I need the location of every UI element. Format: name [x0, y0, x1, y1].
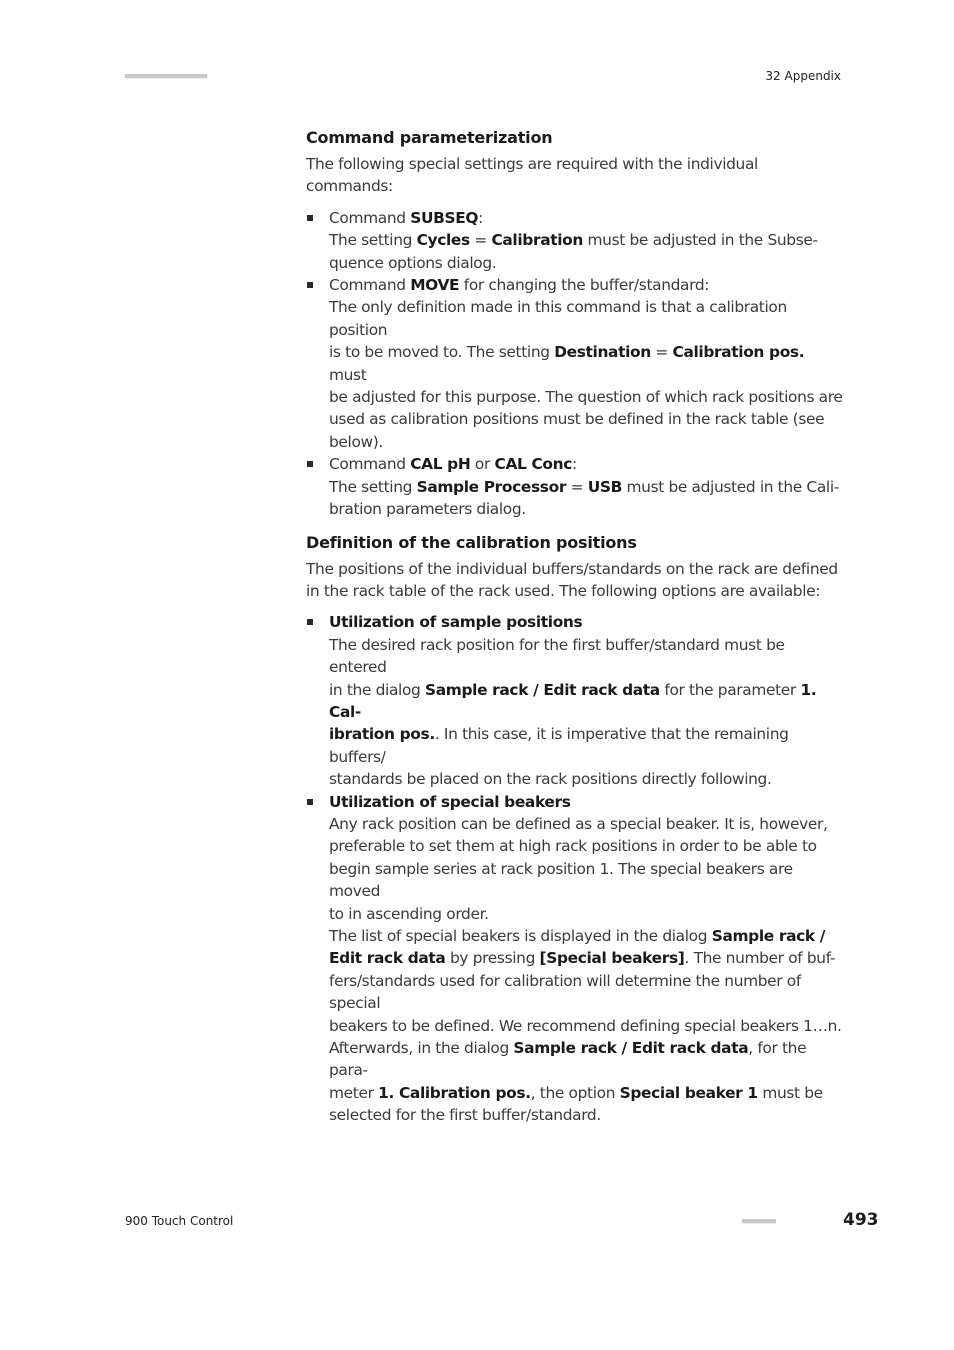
text-run: Command — [329, 276, 411, 295]
text-run: to in ascending order. — [329, 904, 489, 923]
text-line — [329, 858, 844, 903]
bold-term: Sample rack / — [711, 927, 826, 945]
text-line — [329, 903, 844, 925]
bullet-icon — [307, 461, 313, 467]
text-run: selected for the first buffer/standard. — [329, 1106, 601, 1125]
text-line — [329, 274, 844, 296]
text-line — [329, 1082, 844, 1104]
text-line — [329, 1104, 844, 1126]
text-run: quence options dialog. — [329, 253, 497, 272]
text-line — [329, 835, 844, 857]
text-line — [329, 970, 844, 1015]
text-run: Command — [329, 455, 411, 474]
text-line — [329, 476, 844, 498]
text-run: = — [566, 477, 588, 496]
section-intro-calibration-positions: The positions of the individual buffers/standards on the rack are defined in the rack table of the rack used. The following options are available: — [306, 559, 838, 600]
text-run: : — [478, 208, 483, 227]
bold-term: 1. Calibration pos. — [378, 1083, 531, 1102]
text-line — [329, 341, 844, 386]
text-run: or — [470, 455, 495, 474]
bold-term: Calibration — [491, 231, 583, 250]
text-run: , the option — [530, 1083, 620, 1102]
bold-term: CAL pH — [410, 455, 471, 474]
header-decoration: ■■■■■■■■■■■■■■■■■■■■■■ — [125, 72, 207, 80]
text-line — [329, 252, 844, 274]
list-item — [306, 453, 844, 520]
text-run: Any rack position can be defined as a special beaker. It is, however, — [329, 814, 828, 833]
text-line — [329, 296, 844, 341]
text-line — [329, 768, 844, 790]
text-line — [329, 791, 844, 813]
text-line — [329, 611, 844, 633]
text-run: in the dialog — [329, 680, 426, 699]
list-item — [306, 274, 844, 453]
text-line — [329, 813, 844, 835]
list-item — [306, 207, 844, 274]
bold-term: USB — [587, 477, 622, 496]
text-run: . The number of buf- — [684, 949, 836, 968]
command-settings-list — [306, 207, 844, 521]
page-number: 493 — [843, 1210, 879, 1230]
text-run: must be adjusted in the Subse- — [583, 231, 818, 250]
bold-term: Cycles — [416, 231, 470, 250]
list-item-text — [329, 611, 844, 790]
text-line — [329, 386, 844, 408]
list-item-text — [329, 207, 844, 274]
text-run: by pressing — [445, 949, 540, 968]
text-run: bration parameters dialog. — [329, 500, 526, 519]
section-title-calibration-positions: Definition of the calibration positions — [306, 532, 637, 552]
bold-term: Utilization of sample positions — [329, 613, 583, 632]
footer-decoration: ■■■■■■■■■ — [742, 1217, 776, 1225]
text-run: The desired rack position for the first buffer/standard must be entered — [329, 635, 785, 677]
text-run: beakers to be defined. We recommend defining special beakers 1…n. — [329, 1016, 842, 1035]
text-line — [329, 431, 844, 453]
text-run: is to be moved to. The setting — [329, 343, 555, 362]
text-line — [329, 229, 844, 251]
footer-product-name: 900 Touch Control — [125, 1214, 234, 1228]
text-run: The setting — [329, 231, 417, 250]
text-run: for the parameter — [659, 680, 801, 699]
text-line — [329, 207, 844, 229]
bold-term: MOVE — [410, 276, 460, 295]
text-run: Command — [329, 208, 411, 227]
section-title-command-parameterization: Command parameterization — [306, 128, 553, 147]
text-run: must be adjusted in the Cali- — [621, 477, 839, 496]
text-line — [329, 679, 844, 724]
text-run: standards be placed on the rack positions directly following. — [329, 770, 772, 789]
text-run: used as calibration positions must be defined in the rack table (see — [329, 410, 825, 429]
bold-term: CAL Conc — [494, 455, 573, 474]
list-item-text — [329, 791, 844, 1127]
list-item-text — [329, 453, 844, 520]
text-run: begin sample series at rack position 1. The special beakers are moved — [329, 859, 793, 901]
bold-term: Destination — [554, 343, 651, 362]
text-line — [329, 498, 844, 520]
text-run: . In this case, it is imperative that the remaining buffers/ — [329, 725, 789, 766]
list-item — [306, 611, 844, 790]
text-run: be adjusted for this purpose. The question of which rack positions are — [329, 388, 843, 407]
header-section-title: 32 Appendix — [765, 69, 841, 83]
calibration-options-list — [306, 611, 844, 1126]
text-run: The setting — [329, 477, 417, 496]
bold-term: ibration pos. — [329, 725, 435, 744]
text-run: must — [329, 365, 367, 384]
text-run: preferable to set them at high rack positions in order to be able to — [329, 837, 817, 856]
bold-term: Edit rack data — [329, 949, 446, 968]
text-line — [329, 947, 844, 969]
text-run: must be — [757, 1083, 823, 1102]
text-run: below). — [329, 432, 383, 451]
list-item — [306, 791, 844, 1127]
bold-term: Utilization of special beakers — [329, 792, 571, 811]
bullet-icon — [307, 282, 313, 288]
bullet-icon — [307, 619, 313, 625]
text-run: fers/standards used for calibration will determine the number of special — [329, 971, 801, 1013]
text-line — [329, 634, 844, 679]
bold-term: Special beaker 1 — [619, 1083, 758, 1102]
bold-term: Sample rack / Edit rack data — [425, 680, 660, 699]
bold-term: 1. Cal- — [329, 680, 817, 721]
text-run: The list of special beakers is displayed in the dialog — [329, 927, 712, 945]
bold-term: SUBSEQ — [410, 208, 479, 227]
text-run: , for the para- — [329, 1039, 807, 1080]
bold-term: Sample Processor — [416, 477, 567, 496]
text-run: = — [469, 231, 492, 250]
text-line — [329, 1037, 844, 1082]
text-run: The only definition made in this command is that a calibration position — [329, 298, 787, 339]
bold-term: Calibration pos. — [672, 343, 805, 362]
text-line — [329, 408, 844, 430]
bullet-icon — [307, 215, 313, 221]
text-line — [329, 925, 844, 947]
bold-term: [Special beakers] — [539, 949, 685, 968]
text-run: : — [572, 455, 577, 474]
page-content — [306, 126, 844, 1137]
section-intro-command-parameterization: The following special settings are required with the individual commands: — [306, 155, 758, 196]
text-run: Afterwards, in the dialog — [329, 1039, 514, 1058]
text-run: meter — [329, 1083, 379, 1102]
text-run: = — [650, 343, 673, 362]
text-run: for changing the buffer/standard: — [459, 276, 710, 295]
text-line — [329, 723, 844, 768]
bullet-icon — [307, 799, 313, 805]
list-item-text — [329, 274, 844, 453]
text-line — [329, 453, 844, 475]
text-line — [329, 1015, 844, 1037]
bold-term: Sample rack / Edit rack data — [513, 1039, 749, 1058]
